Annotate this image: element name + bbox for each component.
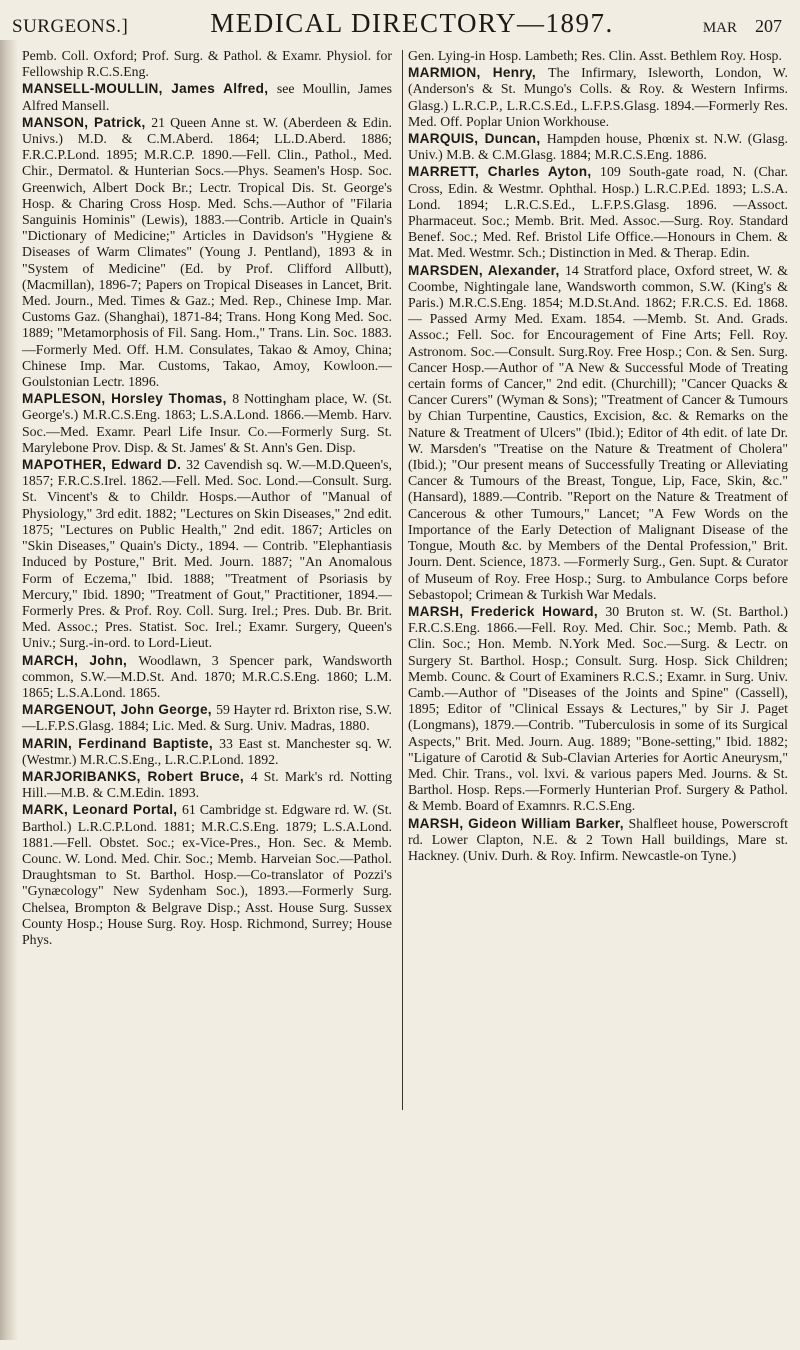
entry-name: MARMION, Henry, [408,65,549,81]
directory-entry [408,263,788,603]
entry-name: MARIN, Ferdinand Baptiste, [22,735,220,751]
directory-entry [408,604,788,815]
entry-text: 4 St. Mark's rd. Notting Hill.—M.B. & C.M.Edin. 1893. [22,768,392,801]
directory-entry [22,802,392,948]
entry-text: 8 Nottingham place, W. (St. George's.) M.R.C.S.Eng. 1863; L.S.A.Lond. 1866.—Memb. Harv. Soc.—Med. Examr. Pearl Life Insur. Co.—Formerly Surg. St. Marylebone Prov. Disp. & St. James' & St. Ann's Gen. Disp. [22,391,392,455]
directory-entry [408,65,788,130]
left-column [16,48,392,1340]
entry-name: MAPOTHER, Edward D. [22,457,187,473]
right-column [408,48,788,1340]
entry-name: MARCH, John, [22,652,139,668]
entry-text: Gen. Lying-in Hosp. Lambeth; Res. Clin. Asst. Bethlem Roy. Hosp. [408,48,782,63]
directory-entry [22,653,392,702]
entry-text: The Infirmary, Isleworth, London, W. (Anderson's & St. Mungo's Colls. & Roy. & Western Infirms. Glasg.) L.R.C.P., L.R.C.S.Ed., L.F.P.S.Glasg. 1894.—Formerly Res. Med. Off. Poplar Union Workhouse. [408,65,788,129]
entry-text: Hampden house, Phœnix st. N.W. (Glasg. Univ.) M.B. & C.M.Glasg. 1884; M.R.C.S.Eng. 1886. [408,131,788,163]
directory-entry [408,48,788,64]
entry-text: Shalfleet house, Powerscroft rd. Lower Clapton, N.E. & 2 Town Hall buildings, Mare st. Hackney. (Univ. Durh. & Roy. Infirm. Newcastle-on Tyne.) [408,815,788,863]
entry-name: MARRETT, Charles Ayton, [408,164,601,180]
entry-text: 14 Stratford place, Oxford street, W. & Coombe, Nightingale lane, Wandsworth common, S.W. (King's & Paris.) M.R.C.S.Eng. 1854; M.D.St.And. 1862; F.R.C.S. Ed. 1868. — Passed Army Med. Exam. 1854. —Memb. St. And. Grads. Assoc.; Fell. Soc. for Encouragement of Fine Arts; Fell. Roy. Astronom. Soc.—Consult. Surg.Roy. Free Hosp.; Con. & Sen. Surg. Cancer Hosp.—Author of "A New & Successful Mode of Treating certain forms of Cancer," 2nd edit. (Churchill); "Cancer Quacks & Cancer Curers" (Wyman & Sons); "Treatment of Cancer & Tumours by Chian Turpentine, Caustics, Excision, &c. & Remarks on the Nature & Treatment of Ulcers" (Ibid.); Editor of 4th edit. of late Dr. W. Marsden's "Treatise on the Nature & Treatment of Cholera" (Ibid.); "Our present means of Successfully Treating or Alleviating Cancer & Tumours of the Breast, Tongue, Lip, Face, Skin, &c." (Hansard), 1889.—Contrib. "Report on the Nature & Treatment of Cancerous & other Tumours," Lancet; "A Few Words on the Importance of the Early Detection of Malignant Disease of the Tongue, Mouth &c. by Members of the Dental Profession," Brit. Journ. Dent. Science, 1873. —Formerly Surg., Gen. Supt. & Curator of Museum of Roy. Free Hosp.; Surg. to Ambulance Corps before Sebastopol; Crimean & Turkish War Medals. [408,262,788,602]
entry-text: 61 Cambridge st. Edgware rd. W. (St. Barthol.) L.R.C.P.Lond. 1881; M.R.C.S.Eng. 1879; L.S.A.Lond. 1881.—Fell. Obstet. Soc.; ex-Vice-Pres., Hon. Sec. & Memb. Counc. W. Lond. Med. Chir. Soc.; Memb. Harveian Soc.—Pathol. Draughtsman to St. Barthol. Hosp.—Co-translator of Pozzi's "Gynæcology" New Sydenham Soc.), 1893.—Formerly Surg. Chelsea, Brompton & Belgrave Disp.; Asst. House Surg. Sussex County Hosp.; House Surg. Roy. Hosp. Richmond, Surrey; House Phys. [22,802,392,947]
directory-entry [408,131,788,163]
directory-entry [22,736,392,768]
entry-name: MARGENOUT, John George, [22,702,217,718]
entry-text: 30 Bruton st. W. (St. Barthol.) F.R.C.S.Eng. 1866.—Fell. Roy. Med. Chir. Soc.; Memb. Path. & Clin. Soc.; Hon. Memb. N.York Med. Soc.—Surg. & Lectr. on Surgery St. Barthol. Hosp.; Consult. Surg. Hosp. Sick Children; Memb. Counc. & Court of Examiners R.C.S.; Examr. in Surg. Univ. Camb.—Author of "Diseases of the Joints and Spine" (Cassell), 1895; Editor of "Clinical Essays & Lectures," by Sir J. Paget (Longmans), 1879.—Contrib. "Tuberculosis in some of its Surgical Aspects," Brit. Med. Journ. Aug. 1889; "Bone-setting," Ibid. 1882; "Ligature of Carotid & Sub-Clavian Arteries for Aortic Aneurysm," Med. Chir. Trans., vol. lxvi. & various papers Med. Journs. & St. Barthol. Hosp. Reps.—Formerly Hunterian Prof. Surgery & Pathol. & Memb. Board of Examnrs. R.C.S.Eng. [408,603,788,814]
entry-name: MANSON, Patrick, [22,114,152,130]
entry-text: see Moullin, James Alfred Mansell. [22,81,392,113]
running-title: MEDICAL DIRECTORY—1897. [210,8,614,38]
directory-entry [22,81,392,113]
entry-text: Woodlawn, 3 Spencer park, Wandsworth common, S.W.—M.D.St. And. 1870; M.R.C.S.Eng. 1860; L.M. 1865; L.S.A.Lond. 1865. [22,652,392,700]
entry-text: Pemb. Coll. Oxford; Prof. Surg. & Pathol. & Examr. Physiol. for Fellowship R.C.S.Eng. [22,48,392,80]
entry-name: MARSH, Frederick Howard, [408,603,606,619]
entry-name: MARSDEN, Alexander, [408,262,565,278]
entry-text: 109 South-gate road, N. (Char. Cross, Edin. & Westmr. Ophthal. Hosp.) L.R.C.P.Ed. 1893; L.S.A. Lond. 1894; L.R.C.S.Ed., L.F.P.S.Glasg. 1896. —Assoct. Pharmaceut. Soc.; Memb. Brit. Med. Assoc.—Surg. Roy. Standard Benef. Soc.; Med. Ref. Bristol Life Office.—Honours in Chem. & Mat. Med. Westmr. Sch.; Distinction in Med. & Therap. Edin. [408,164,788,261]
directory-entry [408,816,788,865]
entry-name: MARQUIS, Duncan, [408,131,547,147]
page-number: 207 [755,16,782,36]
directory-entry [22,391,392,456]
entry-text: 33 East st. Manchester sq. W. (Westmr.) M.R.C.S.Eng., L.R.C.P.Lond. 1892. [22,735,392,767]
entry-name: MARSH, Gideon William Barker, [408,815,629,831]
directory-entry [22,115,392,390]
entry-name: MAPLESON, Horsley Thomas, [22,391,233,407]
directory-entry [22,457,392,651]
entry-name: MANSELL-MOULLIN, James Alfred, [22,81,277,97]
directory-entry [22,769,392,801]
section-label: SURGEONS.] [12,16,129,37]
page-locator [662,16,782,37]
page-header [12,8,782,38]
entry-name: MARJORIBANKS, Robert Bruce, [22,768,251,784]
directory-entry [22,48,392,80]
directory-entry [408,164,788,261]
entry-name: MARK, Leonard Portal, [22,802,182,818]
entry-text: 21 Queen Anne st. W. (Aberdeen & Edin. Univs.) M.D. & C.M.Aberd. 1864; LL.D.Aberd. 1886; F.R.C.P.Lond. 1895; M.R.C.P. 1890.—Fell. Clin., Pathol., Med. Chir., Dermatol. & Hunterian Socs.—Phys. Seamen's Hosp. Soc. Greenwich, Albert Dock Br.; Lectr. Tropical Dis. St. George's Hosp. & Charing Cross Hosp. Med. Schs.—Author of "Filaria Sanguinis Hominis" (Lewis), 1883.—Contrib. Article in Quain's "Dictionary of Medicine;" Articles in Davidson's "Hygiene & Diseases of Warm Climates" (Young J. Pentland), 1893 & in "System of Medicine" (Ed. by Prof. Clifford Allbutt), (Macmillan), 1896-7; Papers on Tropical Diseases in Lancet, Brit. Med. Journ., Med. Times & Gaz.; Med. Rep., Chinese Imp. Mar. Customs Gaz. (Shanghai), 1871-84; Trans. Hong Kong Med. Soc. 1889; "Metamorphosis of Fil. Sang. Hom.," Trans. Lin. Soc. 1883.—Formerly Med. Off. H.M. Consulates, Takao & Amoy, China; Chinese Imp. Mar. Customs, Takao, Amoy, Kowloon.—Goulstonian Lectr. 1896. [22,114,392,390]
directory-entry [22,702,392,734]
entry-text: 59 Hayter rd. Brixton rise, S.W.—L.F.P.S.Glasg. 1884; Lic. Med. & Surg. Univ. Madras, 1880. [22,702,392,734]
month-label: MAR [702,20,737,36]
column-divider [402,50,403,1110]
entry-text: 32 Cavendish sq. W.—M.D.Queen's, 1857; F.R.C.S.Irel. 1862.—Fell. Med. Soc. Lond.—Consult. Surg. St. Vincent's & to Childr. Hosps.—Author of "Manual of Physiology," 3rd edit. 1882; "Lectures on Skin Diseases," 2nd edit. 1875; "Lectures on Public Health," 2nd edit. 1867; Articles on "Skin Diseases," Quain's Dicty., 1894. — Contrib. "Elephantiasis Induced by Posture," Brit. Med. Journ. 1887; "An Anomalous Form of Eczema," Ibid. 1888; "Treatment of Psoriasis by Mercury," Ibid. 1890; "Treatment of Gout," Practitioner, 1894.—Formerly Pres. & Prof. Roy. Coll. Surg. Irel.; Pres. Dub. Br. Brit. Med. Assoc.; Pres. Statist. Soc. Irel.; Examr. Surgery, Queen's Univ.; Surg.-in-ord. to Lord-Lieut. [22,457,392,651]
